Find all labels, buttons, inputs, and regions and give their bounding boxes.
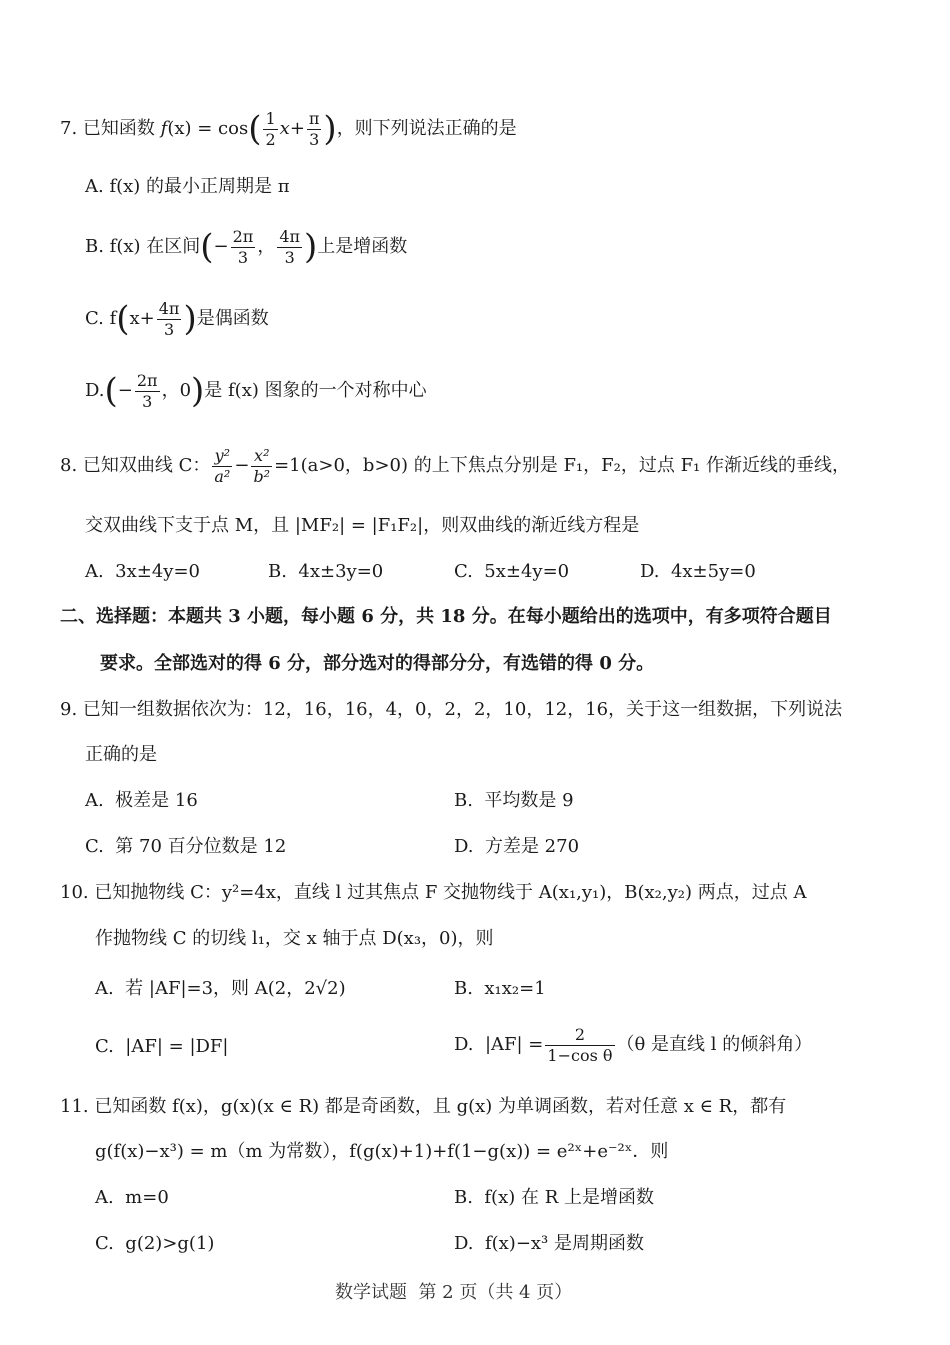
- q9-option-b: B. 平均数是 9: [454, 790, 574, 811]
- q9-option-d: D. 方差是 270: [454, 836, 580, 857]
- fraction-x2-b2: $\frac{\text{x²}}{\text{b²}}$: [253, 446, 271, 486]
- q8-line2: 交双曲线下支于点 M，且 |MF₂| = |F₁F₂|，则双曲线的渐近线方程是: [85, 515, 640, 536]
- q11-option-b: B. f(x) 在 R 上是增函数: [454, 1187, 654, 1208]
- fraction-2-over-1-cos: $\frac{2}{\text{1−cos θ}}$: [547, 1025, 613, 1065]
- q9-option-a: A. 极差是 16: [85, 790, 198, 811]
- q7-option-d: D.(− $\frac{2\pi}{3}$ ，0)是 f(x) 图象的一个对称中心: [85, 371, 427, 412]
- paren-open: (: [248, 109, 262, 150]
- fraction-y2-a2: $\frac{\text{y²}}{\text{a²}}$: [214, 446, 231, 486]
- fraction-pi-3: $\frac{\pi}{3}$: [308, 109, 320, 149]
- q8-option-c: C. 5x±4y=0: [454, 561, 570, 582]
- q10-option-a: A. 若 |AF|=3，则 A(2，2√2): [95, 978, 346, 999]
- q7-option-a: A. f(x) 的最小正周期是 π: [85, 176, 290, 197]
- q9-line2: 正确的是: [85, 744, 157, 765]
- q7-option-b: B. f(x) 在区间(− $\frac{2\pi}{3}$ ， $\frac{4\pi}{3}$ )上是增函数: [85, 227, 408, 268]
- page-footer: 数学试题 第 2 页（共 4 页）: [335, 1282, 573, 1303]
- q10-option-c: C. |AF| = |DF|: [95, 1036, 229, 1057]
- q10-stem: 10. 已知抛物线 C：y²=4x，直线 l 过其焦点 F 交抛物线于 A(x₁,y₁)，B(x₂,y₂) 两点，过点 A: [60, 882, 807, 903]
- q10-line2: 作抛物线 C 的切线 l₁，交 x 轴于点 D(x₃，0)，则: [95, 928, 494, 949]
- q7-stem: 7. 已知函数 f(x) = cos( $\frac{1}{2}$ x+ $\frac{\pi}{3}$ )，则下列说法正确的是: [60, 109, 517, 150]
- fraction-half: $\frac{1}{2}$: [265, 109, 276, 149]
- q11-stem: 11. 已知函数 f(x)，g(x)(x ∈ R) 都是奇函数，且 g(x) 为单调函数，若对任意 x ∈ R，都有: [60, 1096, 787, 1117]
- section-2-heading: 二、选择题：本题共 3 小题，每小题 6 分，共 18 分。在每小题给出的选项中，有多项符合题目: [60, 606, 832, 627]
- section-2-heading-line2: 要求。全部选对的得 6 分，部分选对的得部分分，有选错的得 0 分。: [100, 653, 655, 674]
- q9-option-c: C. 第 70 百分位数是 12: [85, 836, 287, 857]
- q9-stem: 9. 已知一组数据依次为：12，16，16，4，0，2，2，10，12，16，关于这一组数据，下列说法: [60, 699, 843, 720]
- q8-stem: 8. 已知双曲线 C： $\frac{\text{y²}}{\text{a²}}$ − $\frac{\text{x²}}{\text{b²}}$ =1(a>0，b>0) 的上下焦点分别是 F₁，F₂，过点 F₁ 作渐近线的垂线，: [60, 446, 850, 486]
- paren-close: ): [323, 109, 337, 150]
- q10-option-d: D. |AF| = $\frac{2}{\text{1−cos θ}}$ （θ 是直线 l 的倾斜角）: [454, 1025, 813, 1065]
- q8-option-d: D. 4x±5y=0: [640, 561, 756, 582]
- q8-option-a: A. 3x±4y=0: [85, 561, 201, 582]
- q8-option-b: B. 4x±3y=0: [268, 561, 384, 582]
- q11-option-c: C. g(2)>g(1): [95, 1233, 215, 1254]
- q11-option-a: A. m=0: [95, 1187, 169, 1208]
- q10-option-b: B. x₁x₂=1: [454, 978, 546, 999]
- q11-line2: g(f(x)−x³) = m（m 为常数），f(g(x)+1)+f(1−g(x)) = e²ˣ+e⁻²ˣ．则: [95, 1141, 669, 1162]
- q11-option-d: D. f(x)−x³ 是周期函数: [454, 1233, 644, 1254]
- q7-option-c: C. f(x+ $\frac{4\pi}{3}$ )是偶函数: [85, 299, 269, 340]
